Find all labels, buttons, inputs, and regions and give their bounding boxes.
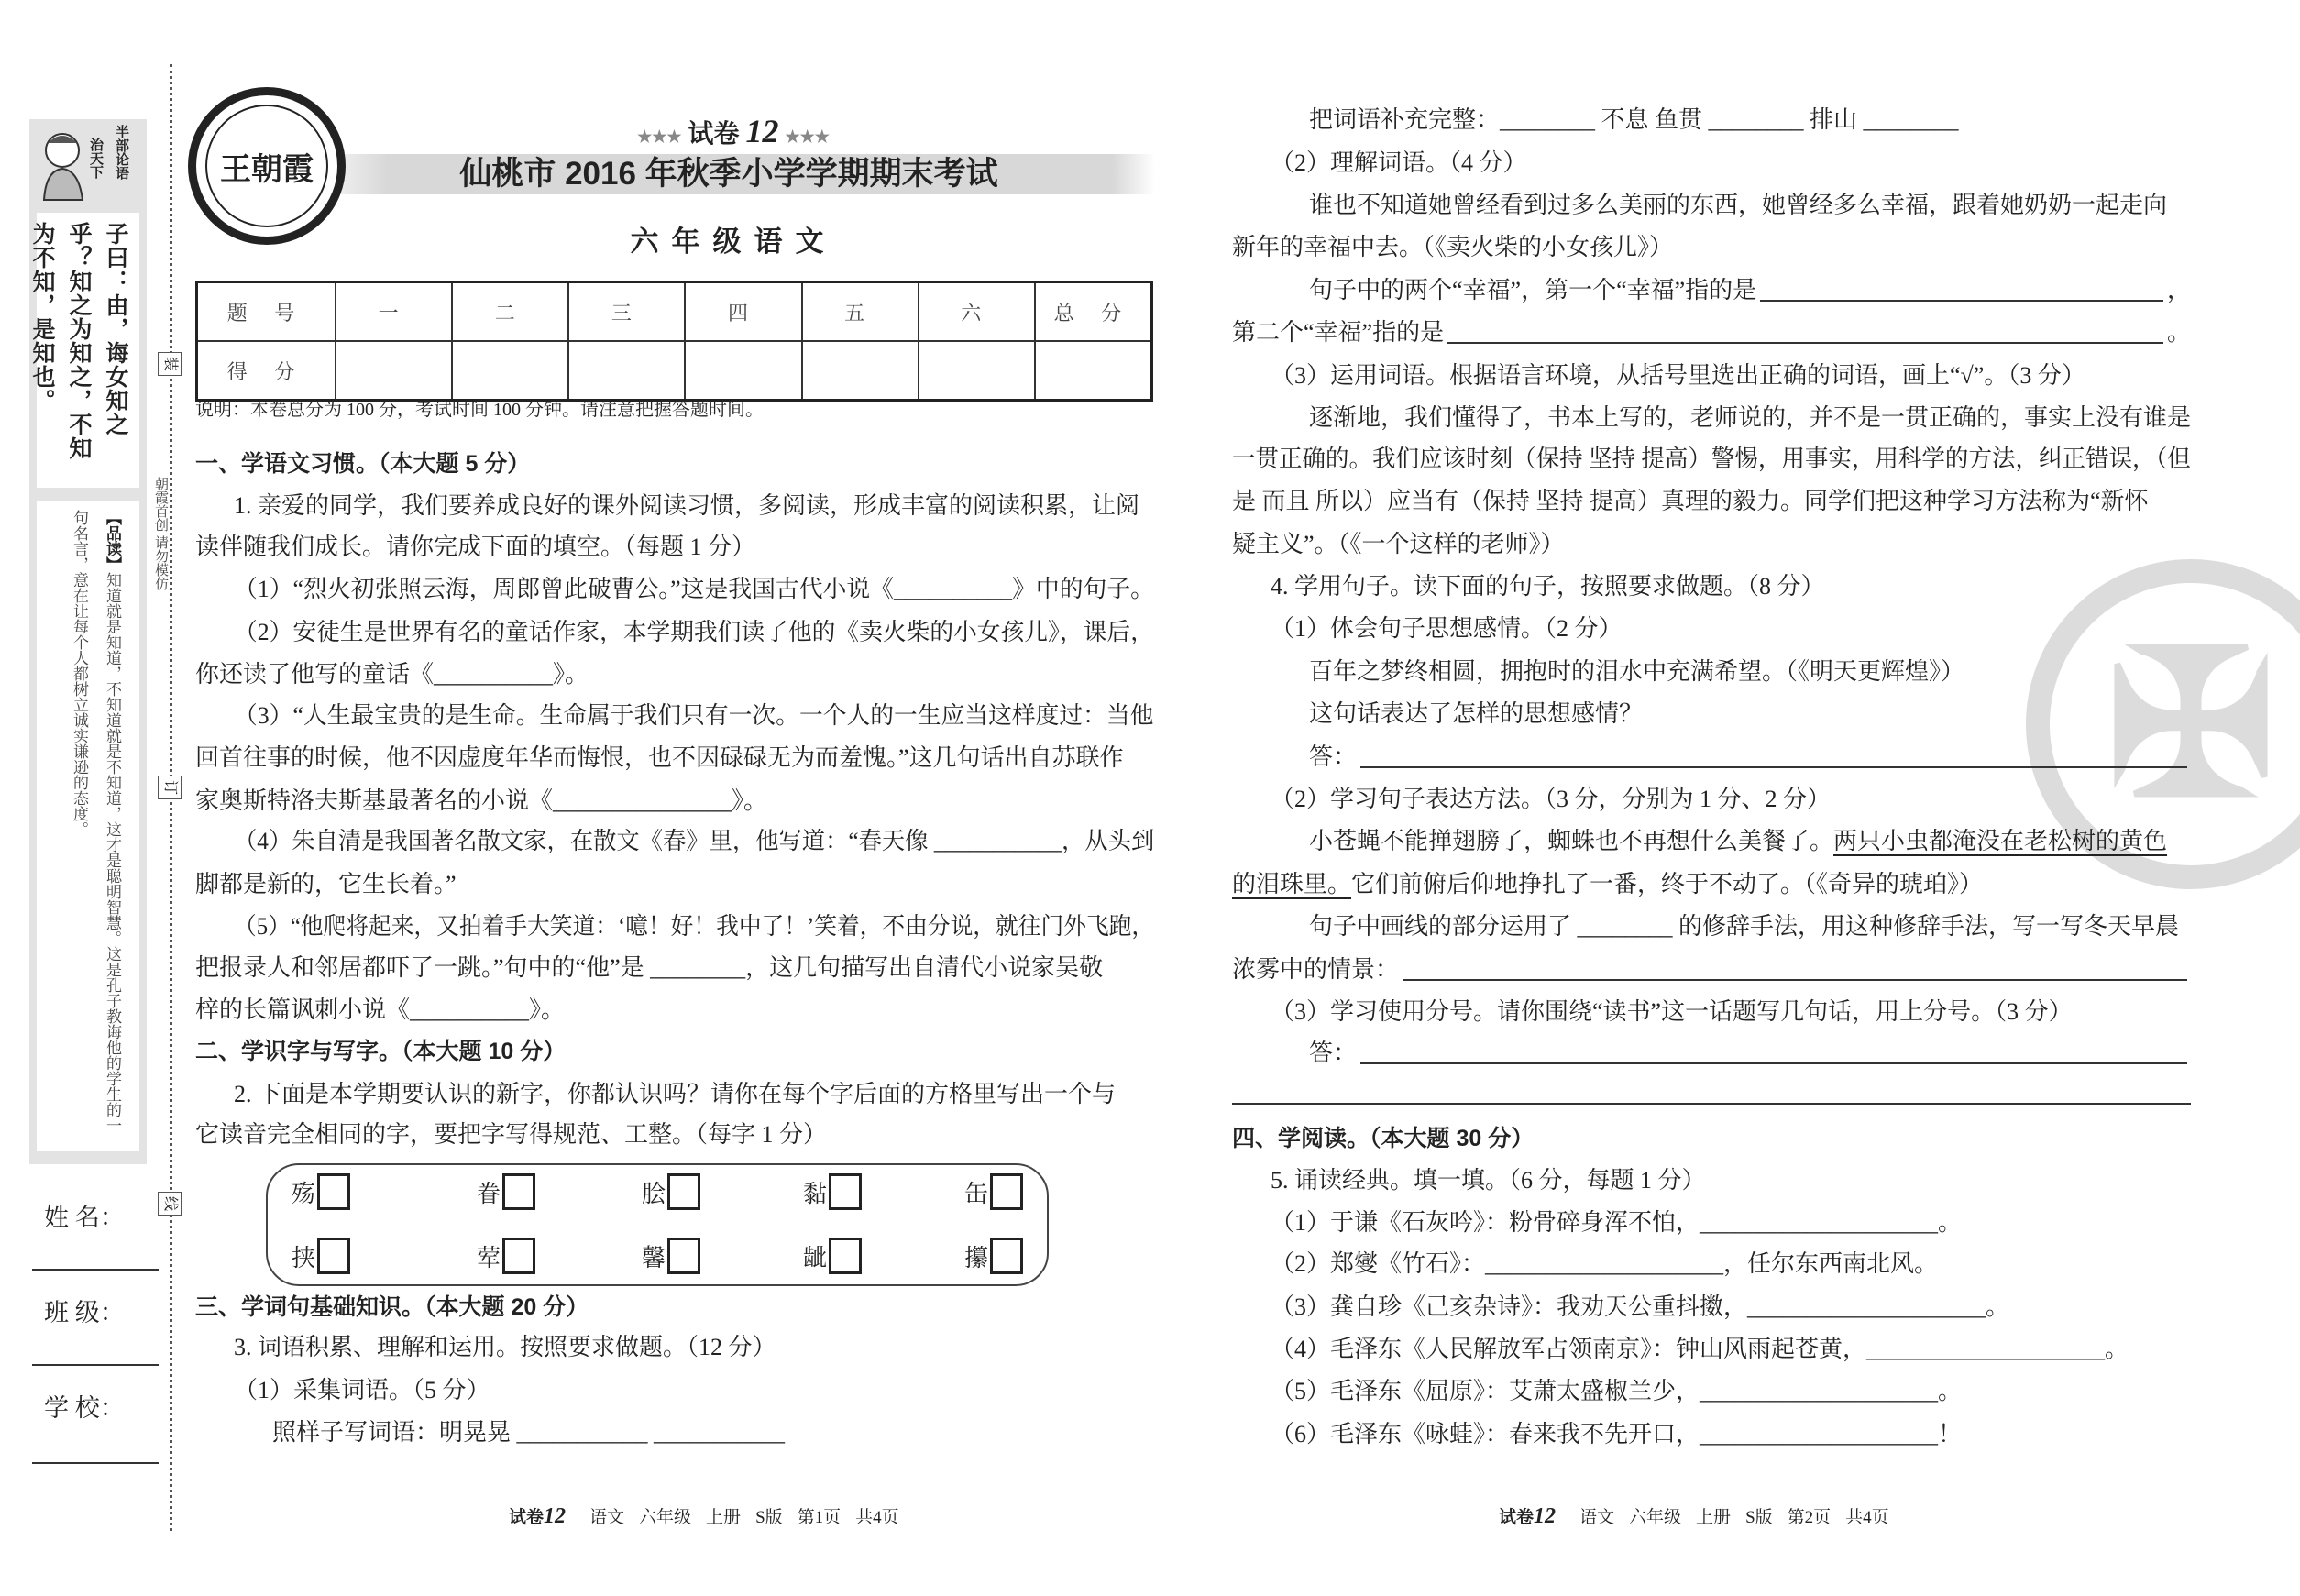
question-line <box>1309 1039 2191 1068</box>
question-line <box>234 575 1154 604</box>
footer-part: 上册 <box>706 1508 742 1527</box>
line-text: （4）毛泽东《人民解放军占领南京》：钟山风雨起苍黄，____________________。 <box>1271 1336 2129 1362</box>
question-line <box>1232 487 2149 516</box>
question-line <box>234 827 1154 856</box>
line-text: （2）郑燮《竹石》：____________________，任尔东西南北风。 <box>1271 1250 1939 1277</box>
character-item <box>477 1238 535 1274</box>
line-text: （5）“他爬将起来，又拍着手大笑道：‘噫！好！我中了！’笑着，不由分说，就往门外飞跑， <box>234 913 1155 940</box>
footer-part: 共4页 <box>855 1508 899 1527</box>
paper-label: 试卷 <box>688 120 740 149</box>
question-line <box>234 618 1154 647</box>
question-line <box>195 787 767 816</box>
paper-number-value: 12 <box>745 113 779 149</box>
character-label: 眷 <box>477 1180 501 1207</box>
underlined-sentence: 两只小虫都淹没在老松树的黄色 <box>1833 828 2168 854</box>
score-cell[interactable] <box>685 341 801 401</box>
line-text: 新年的幸福中去。（《卖火柴的小女孩儿》） <box>1232 234 1674 260</box>
line-text: 四、学阅读。（本大题 30 分） <box>1232 1126 1535 1151</box>
line-text: 家奥斯特洛夫斯基最著名的小说《_______________》。 <box>195 787 768 814</box>
question-line <box>234 1080 1116 1109</box>
score-table <box>195 281 1153 402</box>
score-cell[interactable] <box>802 341 919 401</box>
line-text: 1. 亲爱的同学，我们要养成良好的课外阅读习惯，多阅读，形成丰富的阅读积累，让阅 <box>234 492 1140 519</box>
character-answer-box[interactable] <box>990 1238 1023 1274</box>
question-line <box>195 870 457 899</box>
question-line <box>1309 403 2191 433</box>
line-text: （3）运用词语。根据语言环境，从括号里选出正确的词语，画上“√”。（3 分） <box>1271 362 2085 389</box>
stars-icon: ★★★ <box>785 127 830 146</box>
name-label: 姓 名： <box>44 1204 125 1231</box>
line-text: 它们前俯后仰地挣扎了一番，终于不动了。（《奇异的琥珀》） <box>1351 871 1984 897</box>
binding-mark-zhuang: 装 <box>158 352 182 376</box>
paper-number <box>550 112 917 150</box>
footer-part: 六年级 <box>1629 1508 1682 1527</box>
question-line <box>195 533 755 562</box>
commentary-tag: 【品读】 <box>104 510 121 572</box>
line-text: 它读音完全相同的字，要把字写得规范、工整。（每字 1 分） <box>195 1121 828 1148</box>
score-table-score-row <box>197 341 1152 401</box>
sidebar-analects-panel <box>29 119 147 1164</box>
line-text: 一贯正确的。我们应该时刻（保持 坚持 提高）警惕，用事实，用科学的方法，纠正错误，（但 <box>1232 446 2191 472</box>
character-label: 馨 <box>642 1244 666 1271</box>
line-text: 答： <box>1309 1040 1358 1066</box>
character-item <box>642 1238 700 1274</box>
line-text: （3）学习使用分号。请你围绕“读书”这一话题写几句话，用上分号。（3 分） <box>1271 998 2073 1025</box>
question-line <box>195 743 1124 773</box>
section-heading <box>195 449 530 479</box>
line-text: 梓的长篇讽刺小说《__________》。 <box>195 996 566 1023</box>
stars-icon: ★★★ <box>637 127 682 146</box>
line-text: 4. 学用句子。读下面的句子，按照要求做题。（8 分） <box>1271 573 1825 600</box>
question-line <box>1232 445 2191 474</box>
line-text: 读伴随我们成长。请你完成下面的填空。（每题 1 分） <box>195 534 756 560</box>
section-heading <box>195 1293 589 1322</box>
line-text: 疑主义”。（《一个这样的老师》） <box>1232 531 1565 557</box>
line-text: 浓雾中的情景： <box>1232 956 1400 983</box>
footer-part: 语文 <box>1579 1508 1615 1527</box>
footer-part: S版 <box>1745 1508 1773 1527</box>
character-item <box>477 1173 535 1210</box>
character-answer-box[interactable] <box>990 1173 1023 1210</box>
question-line <box>234 912 1154 941</box>
line-text: 句子中的两个“幸福”，第一个“幸福”指的是 <box>1309 277 1757 303</box>
footer-part: 语文 <box>589 1508 625 1527</box>
line-text: 照样子写词语：明晃晃 ___________ ___________ <box>272 1419 786 1446</box>
line-text: （3）龚自珍《己亥杂诗》：我劝天公重抖擞，____________________。 <box>1271 1293 2010 1320</box>
question-line <box>1271 997 2073 1027</box>
question-line <box>1271 1377 1962 1406</box>
question-line <box>234 491 1139 521</box>
binding-mark-xian: 线 <box>158 1192 182 1216</box>
question-line <box>1309 191 2167 220</box>
line-text: （3）“人生最宝贵的是生命。生命属于我们只有一次。一个人的一生应当这样度过：当他 <box>234 702 1154 729</box>
character-item <box>803 1173 862 1210</box>
character-answer-box[interactable] <box>829 1238 862 1274</box>
line-tail: ， <box>2166 277 2191 303</box>
line-text: （6）毛泽东《咏蛙》：春来我不先开口，____________________！ <box>1271 1421 1963 1447</box>
copyright-notice: 朝霞首创 请勿模仿 <box>153 477 168 590</box>
score-cell[interactable] <box>336 341 452 401</box>
footer-part: 六年级 <box>639 1508 692 1527</box>
question-line <box>1309 105 1959 135</box>
name-input-line[interactable] <box>32 1269 159 1271</box>
line-text: （1）于谦《石灰吟》：粉骨碎身浑不怕，____________________。 <box>1271 1209 1963 1236</box>
footer-label: 试卷 <box>1499 1508 1535 1527</box>
character-label: 脍 <box>642 1180 666 1207</box>
question-line <box>1309 276 2191 305</box>
question-line <box>1232 530 1565 559</box>
character-label: 缶 <box>964 1180 989 1207</box>
footer-part: 第2页 <box>1787 1508 1832 1527</box>
character-item <box>964 1238 1023 1274</box>
line-text: （1）体会句子思想感情。（2 分） <box>1271 615 1623 642</box>
line-text: 二、学识字与写字。（本大题 10 分） <box>195 1039 567 1064</box>
character-answer-box[interactable] <box>829 1173 862 1210</box>
character-item <box>803 1238 862 1274</box>
score-table-header-row <box>197 282 1152 342</box>
footer-part: 第1页 <box>797 1508 842 1527</box>
character-label: 殇 <box>292 1180 316 1207</box>
table-cell: 总 分 <box>1035 282 1152 342</box>
question-line <box>1309 657 1964 687</box>
table-cell: 三 <box>568 282 685 342</box>
character-label: 黏 <box>803 1180 828 1207</box>
line-text: （1）“烈火初张照云海，周郎曾此破曹公。”这是我国古代小说《__________》中的句子。 <box>234 576 1155 602</box>
line-text: 脚都是新的，它生长着。” <box>195 871 457 897</box>
school-label: 学 校： <box>44 1394 125 1422</box>
score-cell[interactable] <box>1035 341 1152 401</box>
score-cell[interactable] <box>919 341 1035 401</box>
character-answer-box[interactable] <box>317 1173 350 1210</box>
confucius-illustration-icon <box>35 127 90 205</box>
table-cell: 得 分 <box>197 341 336 401</box>
line-text: 2. 下面是本学期要认识的新字，你都认识吗？请你在每个字后面的方格里写出一个与 <box>234 1081 1117 1107</box>
watermark-seal-icon: ✠ <box>2026 559 2300 889</box>
line-text: 第二个“幸福”指的是 <box>1232 319 1445 346</box>
table-cell: 四 <box>685 282 801 342</box>
question-line <box>1271 1420 1962 1449</box>
line-text: 是 而且 所以）应当有（保持 坚持 提高）真理的毅力。同学们把这种学习方法称为“新怀 <box>1232 488 2149 514</box>
character-label: 攥 <box>964 1244 989 1271</box>
question-line <box>195 660 589 689</box>
character-answer-box[interactable] <box>317 1238 350 1274</box>
character-answer-box[interactable] <box>502 1238 535 1274</box>
question-line <box>1271 361 2085 391</box>
line-text: 三、学词句基础知识。（本大题 20 分） <box>195 1294 589 1320</box>
line-text: 句子中画线的部分运用了 ________ 的修辞手法，用这种修辞手法，写一写冬天早晨 <box>1309 913 2180 940</box>
line-text: 把报录人和邻居都吓了一跳。”句中的“他”是 ________，这几句描写出自清代小说家吴敬 <box>195 954 1104 981</box>
character-item <box>292 1238 350 1274</box>
line-text: 逐渐地，我们懂得了，书本上写的，老师说的，并不是一贯正确的，事实上没有谁是 <box>1309 404 2192 431</box>
line-text: 一、学语文习惯。（本大题 5 分） <box>195 451 531 477</box>
page-footer <box>1499 1503 1904 1529</box>
question-line <box>1232 318 2191 347</box>
question-line <box>1271 572 1825 601</box>
exam-title: 仙桃市 2016 年秋季小学学期期末考试 <box>459 156 998 192</box>
sidebar-heading: 半部论语 <box>114 125 129 180</box>
line-text: 3. 词语积累、理解和运用。按照要求做题。（12 分） <box>234 1334 776 1360</box>
question-line <box>195 953 1103 983</box>
line-tail: 。 <box>2166 319 2191 346</box>
question-line <box>1232 870 1983 899</box>
question-line <box>1232 955 2191 985</box>
question-line <box>272 1418 785 1447</box>
question-line <box>1271 1249 1938 1279</box>
question-line <box>195 996 565 1025</box>
line-text: （1）采集词语。（5 分） <box>234 1377 490 1403</box>
answer-blank[interactable] <box>1403 977 2187 981</box>
table-cell: 五 <box>802 282 919 342</box>
page-footer <box>509 1503 914 1529</box>
analects-commentary <box>37 501 139 1151</box>
line-text: （2）安徒生是世界有名的童话作家，本学期我们读了他的《卖火柴的小女孩儿》，课后， <box>234 619 1154 645</box>
footer-part: 共4页 <box>1845 1508 1889 1527</box>
class-label: 班 级： <box>44 1299 125 1326</box>
section-heading <box>1232 1124 1534 1153</box>
character-item <box>964 1173 1023 1210</box>
binding-mark-ding: 订 <box>158 776 182 799</box>
line-text: （4）朱自清是我国著名散文家，在散文《春》里，他写道：“春天像 ___________，从头到 <box>234 828 1155 854</box>
school-input-line[interactable] <box>32 1462 159 1464</box>
table-cell: 二 <box>452 282 568 342</box>
score-cell[interactable] <box>452 341 568 401</box>
question-line <box>234 1333 776 1362</box>
footer-part: S版 <box>755 1508 783 1527</box>
line-text: 把词语补充完整：________ 不息 鱼贯 ________ 排山 ________ <box>1309 106 1959 133</box>
question-line <box>1271 1293 2009 1322</box>
answer-blank[interactable] <box>1360 1061 2187 1064</box>
exam-instructions: 说明：本卷总分为 100 分，考试时间 100 分钟。请注意把握答题时间。 <box>195 400 764 420</box>
footer-paper-label <box>1499 1504 1557 1528</box>
footer-number: 12 <box>544 1504 567 1528</box>
question-line <box>234 701 1153 731</box>
character-label: 龇 <box>803 1244 828 1271</box>
answer-line[interactable] <box>1232 1103 2191 1105</box>
exam-subtitle: 六年级语文 <box>630 226 837 258</box>
question-line <box>1309 827 2167 856</box>
line-text: 回首往事的时候，他不因虚度年华而悔恨，也不因碌碌无为而羞愧。”这几句话出自苏联作 <box>195 744 1124 771</box>
table-cell: 题 号 <box>197 282 336 342</box>
question-line <box>1271 1335 2129 1364</box>
question-line <box>1309 912 2179 941</box>
logo-text: 王朝霞 <box>205 105 328 227</box>
answer-blank[interactable] <box>1447 340 2163 344</box>
commentary-text: 知道就是知道，不知道就是不知道，这才是聪明智慧。这是孔子教诲他的学生的一句名言，意在让每个人都树立诚实谦逊的态度。 <box>71 510 121 1133</box>
character-item <box>642 1173 700 1210</box>
footer-number: 12 <box>1534 1504 1557 1528</box>
analects-quote: 子曰：由，诲女知之乎？知之为知之，不知为不知，是知也。 <box>37 213 139 488</box>
line-text: （2）学习句子表达方法。（3 分，分别为 1 分、2 分） <box>1271 786 1832 812</box>
question-line <box>1309 743 2191 772</box>
question-line <box>1271 1166 1706 1195</box>
question-line <box>195 1120 827 1150</box>
character-answer-box[interactable] <box>667 1173 700 1210</box>
section-heading <box>195 1037 566 1066</box>
answer-blank[interactable] <box>1760 298 2163 302</box>
question-line <box>1271 149 1527 178</box>
score-cell[interactable] <box>568 341 685 401</box>
question-line <box>1271 1208 1962 1238</box>
character-label: 挟 <box>292 1244 316 1271</box>
sidebar-heading-2: 治天下 <box>88 138 104 179</box>
line-text: 百年之梦终相圆，拥抱时的泪水中充满希望。（《明天更辉煌》） <box>1309 658 1965 685</box>
class-input-line[interactable] <box>32 1364 159 1366</box>
footer-label: 试卷 <box>509 1508 545 1527</box>
line-text: 谁也不知道她曾经看到过多么美丽的东西，她曾经多么幸福，跟着她奶奶一起走向 <box>1309 192 2168 218</box>
character-answer-box[interactable] <box>502 1173 535 1210</box>
table-cell: 一 <box>336 282 452 342</box>
question-line <box>1232 233 1673 262</box>
line-text: 这句话表达了怎样的思想感情？ <box>1309 700 1644 727</box>
character-item <box>292 1173 350 1210</box>
underlined-sentence: 的泪珠里。 <box>1232 871 1352 897</box>
line-text: 你还读了他写的童话《__________》。 <box>195 661 589 688</box>
line-text: 答： <box>1309 743 1358 770</box>
character-answer-box[interactable] <box>667 1238 700 1274</box>
line-text: （2）理解词语。（4 分） <box>1271 149 1527 176</box>
table-cell: 六 <box>919 282 1035 342</box>
footer-part: 上册 <box>1696 1508 1732 1527</box>
question-line <box>1309 699 1643 729</box>
line-text: 5. 诵读经典。填一填。（6 分，每题 1 分） <box>1271 1167 1706 1194</box>
line-text: （5）毛泽东《屈原》：艾萧太盛椒兰少，____________________。 <box>1271 1378 1963 1404</box>
answer-blank[interactable] <box>1360 765 2187 768</box>
question-line <box>234 1376 490 1405</box>
question-line <box>1271 614 1623 644</box>
question-line <box>1271 785 1831 814</box>
line-text: 小苍蝇不能掸翅膀了，蜘蛛也不再想什么美餐了。 <box>1309 828 1834 854</box>
character-label: 荤 <box>477 1244 501 1271</box>
footer-paper-label <box>509 1504 567 1528</box>
